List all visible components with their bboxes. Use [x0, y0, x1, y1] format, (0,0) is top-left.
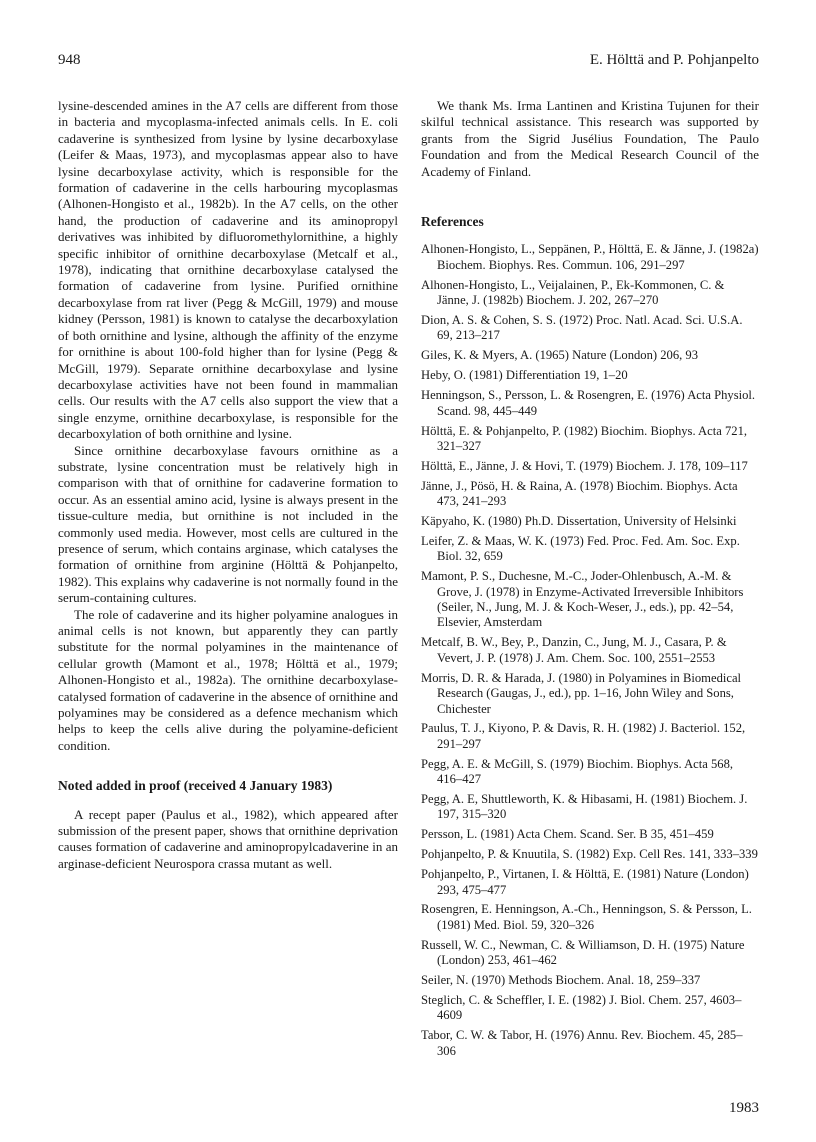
body-paragraph: Since ornithine decarboxylase favours ornithine as a substrate, lysine concentration must be relatively high in comparison with that of ornithine for cadaverine formation to occur. As an essential amino acid, lysine is always present in the tissue-culture media, but ornithine is not included in the commonly used media. However, most cells are cultured in the presence of serum, which contains arginase, which catalyses the formation of ornithine from arginine (Hölttä & Pohjanpelto, 1982). This explains why cadaverine is not normally found in the serum-containing cultures.: [58, 442, 398, 606]
reference-item: Pegg, A. E, Shuttleworth, K. & Hibasami, H. (1981) Biochem. J. 197, 315–320: [421, 792, 748, 822]
reference-list: [421, 242, 759, 1059]
reference-item: Alhonen-Hongisto, L., Seppänen, P., Hölttä, E. & Jänne, J. (1982a) Biochem. Biophys. Res. Commun. 106, 291–297: [421, 242, 759, 272]
note-text: A recept paper (Paulus et al., 1982), which appeared after submission of the present paper, shows that ornithine deprivation causes formation of cadaverine and aminopropylcadaverine in an arginase-deficient Neurospora crassa mutant as well.: [58, 806, 398, 871]
reference-item: Tabor, C. W. & Tabor, H. (1976) Annu. Rev. Biochem. 45, 285–306: [421, 1028, 743, 1058]
reference-item: Mamont, P. S., Duchesne, M.-C., Joder-Ohlenbusch, A.-M. & Grove, J. (1978) in Enzyme-Activated Irreversible Inhibitors (Seiler, N., Jung, M. J. & Koch-Weser, J., eds.), pp. 42–54, Elsevier, Amsterdam: [421, 569, 744, 630]
reference-item: Steglich, C. & Scheffler, I. E. (1982) J. Biol. Chem. 257, 4603–4609: [421, 993, 742, 1023]
running-head: E. Hölttä and P. Pohjanpelto: [589, 52, 759, 68]
reference-item: Hölttä, E. & Pohjanpelto, P. (1982) Biochim. Biophys. Acta 721, 321–327: [421, 423, 748, 453]
reference-item: Leifer, Z. & Maas, W. K. (1973) Fed. Proc. Fed. Am. Soc. Exp. Biol. 32, 659: [421, 533, 740, 564]
right-column: [421, 98, 759, 1064]
reference-item: Paulus, T. J., Kiyono, P. & Davis, R. H. (1982) J. Bacteriol. 152, 291–297: [421, 721, 746, 751]
page-number: 948: [58, 52, 81, 68]
body-paragraph: lysine-descended amines in the A7 cells are different from those in bacteria and mycoplasma-infected animals cells. In E. coli cadaverine is synthesized from lysine by lysine decarboxylase (Leifer & Maas, 1973), and mycoplasmas appear also to have lysine decarboxylase activity, which is responsible for the formation of cadaverine in the cells harbouring mycoplasmas (Alhonen-Hongisto et al., 1982b). In the A7 cells, on the other hand, the production of cadaverine and its aminopropyl derivatives was inhibited by difluoromethylornithine, a highly specific inhibitor of ornithine decarboxylase (Metcalf et al., 1978), indicating that ornithine decarboxylase catalysed the formation of cadaverine from lysine. Purified ornithine decarboxylase from rat liver (Pegg & McGill, 1979) and mouse kidney (Persson, 1981) is known to catalyse the decarboxylation of both ornithine and lysine, although the affinity of the enzyme for ornithine is about 100-fold higher than for lysine (Pegg & McGill, 1979). Separate ornithine decarboxylase and lysine decarboxylase activities have not been found in mammalian cells. Our results with the A7 cells also support the view that a single enzyme, ornithine decarboxylase, is responsible for the decarboxylation of both ornithine and lysine.: [58, 98, 398, 442]
body-paragraph: The role of cadaverine and its higher polyamine analogues in animal cells is not known, but apparently they can partly substitute for the normal polyamines in the maintenance of cellular growth (Mamont et al., 1978; Hölttä et al., 1979; Alhonen-Hongisto et al., 1982a). The ornithine decarboxylase-catalysed formation of cadaverine in the absence of ornithine and polyamines may be considered as a defence mechanism which helps to keep the cells alive during the polyamine-deficient condition.: [58, 606, 398, 753]
reference-item: Metcalf, B. W., Bey, P., Danzin, C., Jung, M. J., Casara, P. & Vevert, J. P. (1978) J. Am. Chem. Soc. 100, 2551–2553: [421, 635, 727, 665]
reference-item: Pegg, A. E. & McGill, S. (1979) Biochim. Biophys. Acta 568, 416–427: [421, 756, 734, 787]
reference-item: Pohjanpelto, P., Virtanen, I. & Hölttä, E. (1981) Nature (London) 293, 475–477: [421, 867, 749, 897]
reference-item: Seiler, N. (1970) Methods Biochem. Anal. 18, 259–337: [421, 973, 701, 988]
acknowledgement: We thank Ms. Irma Lantinen and Kristina Tujunen for their skilful technical assistance. This research was supported by grants from the Sigrid Jusélius Foundation, The Paulo Foundation and from the Medical Research Council of the Academy of Finland.: [421, 98, 759, 179]
reference-item: Jänne, J., Pösö, H. & Raina, A. (1978) Biochim. Biophys. Acta 473, 241–293: [421, 478, 738, 509]
reference-item: Persson, L. (1981) Acta Chem. Scand. Ser. B 35, 451–459: [421, 827, 714, 842]
reference-item: Rosengren, E. Henningson, A.-Ch., Henningson, S. & Persson, L. (1981) Med. Biol. 59, 320–326: [421, 902, 752, 932]
reference-item: Russell, W. C., Newman, C. & Williamson, D. H. (1975) Nature (London) 253, 461–462: [421, 937, 745, 968]
reference-item: Käpyaho, K. (1980) Ph.D. Dissertation, University of Helsinki: [421, 514, 737, 529]
reference-item: Hölttä, E., Jänne, J. & Hovi, T. (1979) Biochem. J. 178, 109–117: [421, 458, 748, 473]
reference-item: Pohjanpelto, P. & Knuutila, S. (1982) Exp. Cell Res. 141, 333–339: [421, 847, 758, 862]
references-heading: References: [421, 214, 484, 230]
reference-item: Henningson, S., Persson, L. & Rosengren, E. (1976) Acta Physiol. Scand. 98, 445–449: [421, 388, 756, 418]
reference-item: Giles, K. & Myers, A. (1965) Nature (London) 206, 93: [421, 348, 699, 363]
reference-item: Alhonen-Hongisto, L., Veijalainen, P., Ek-Kommonen, C. & Jänne, J. (1982b) Biochem. J. 202, 267–270: [421, 277, 725, 308]
reference-item: Morris, D. R. & Harada, J. (1980) in Polyamines in Biomedical Research (Gaugas, J., ed.), pp. 1–16, John Wiley and Sons, Chichester: [421, 670, 742, 716]
reference-item: Heby, O. (1981) Differentiation 19, 1–20: [421, 368, 628, 383]
note-heading: Noted added in proof (received 4 January 1983): [58, 778, 333, 794]
footer-year: 1983: [729, 1100, 759, 1116]
reference-item: Dion, A. S. & Cohen, S. S. (1972) Proc. Natl. Acad. Sci. U.S.A. 69, 213–217: [421, 313, 743, 343]
left-column: [58, 98, 398, 872]
